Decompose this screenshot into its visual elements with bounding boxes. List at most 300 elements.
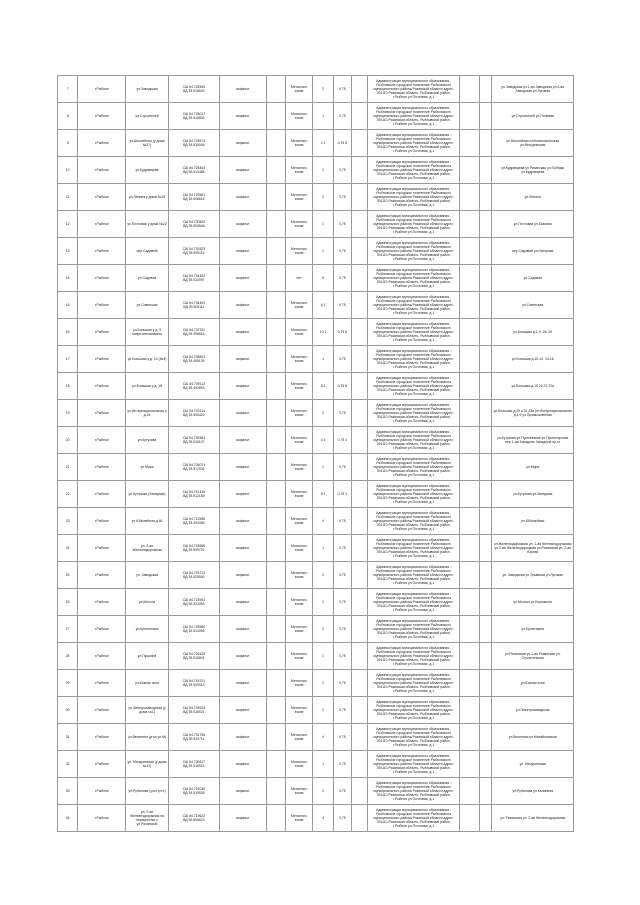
served-addresses-cell: ул.Кутузова ул.Пугачёвская ул.Пролетарская пер.1-ая Западная Западный пр-кт: [492, 427, 574, 454]
blank-cell-c: [459, 238, 479, 265]
city-cell: г.Рыбное: [78, 562, 126, 589]
latitude-value: СШ 54.718596: [182, 544, 206, 548]
latitude-value: СШ 54.730502: [182, 220, 206, 224]
served-addresses-cell: ул.Большая д.18,20,70,72а: [492, 373, 574, 400]
city-cell: г.Рыбное: [78, 697, 126, 724]
row-number: 20: [58, 427, 78, 454]
served-addresses-cell: ул.Почтовая ул.Базовая: [492, 211, 574, 238]
longitude-value: ВД 39.495139: [183, 359, 205, 363]
street-cell: ул.Пушкина: [126, 643, 169, 670]
coordinates-cell: [168, 346, 219, 373]
table-row: [58, 508, 574, 535]
blank-cell-b: [352, 211, 368, 238]
blank-cell-c: [459, 373, 479, 400]
latitude-value: СШ 54.728017: [182, 112, 206, 116]
owner-org-cell: Администрация муниципального образования - Рыбновское городское поселение Рыбновского муниципального района Рязанской области адрес: 391110 Рязанская область, Рыбновский район, г.Рыбное ул.Почтовая, д.1: [368, 643, 460, 670]
blank-cell-a: [266, 508, 285, 535]
table-row: [58, 346, 574, 373]
owner-org-cell: Администрация муниципального образования - Рыбновское городское поселение Рыбновского муниципального района Рязанской области адрес: 391110 Рязанская область, Рыбновский район, г.Рыбное ул.Почтовая, д.1: [368, 103, 460, 130]
blank-cell-a: [266, 697, 285, 724]
row-number: 16: [58, 319, 78, 346]
owner-org-cell: Администрация муниципального образования - Рыбновское городское поселение Рыбновского муниципального района Рязанской области адрес: 391110 Рязанская область, Рыбновский район, г.Рыбное ул.Почтовая, д.1: [368, 184, 460, 211]
served-addresses-cell: ул.Шоссейная пл.Комсомольская ул.Мичуринская: [492, 130, 574, 157]
street-cell: ул.Кутузова: [126, 427, 169, 454]
container-type-cell: нет: [285, 265, 312, 292]
table-row: [58, 103, 574, 130]
city-cell: г.Рыбное: [78, 589, 126, 616]
surface-cell: асфальт: [219, 76, 266, 103]
blank-cell-b: [352, 184, 368, 211]
blank-cell-a: [266, 724, 285, 751]
served-addresses-cell: ул.Весенняя ул.Михайловская: [492, 724, 574, 751]
volume-cell: 0,75: [333, 400, 351, 427]
volume-cell: 0,75 8: [333, 319, 351, 346]
count-cell: 8 1: [313, 373, 333, 400]
row-number: 31: [58, 724, 78, 751]
blank-cell-d: [480, 643, 492, 670]
served-addresses-cell: ул.Юбилейная: [492, 508, 574, 535]
surface-cell: асфальт: [219, 643, 266, 670]
blank-cell-a: [266, 265, 285, 292]
longitude-value: ВД 39.516643: [183, 89, 205, 93]
latitude-value: СШ 54.728469: [182, 85, 206, 89]
blank-cell-b: [352, 643, 368, 670]
surface-cell: асфальт: [219, 535, 266, 562]
longitude-value: ВД 39.509701: [183, 548, 205, 552]
table-row: [58, 589, 574, 616]
latitude-value: СШ 54.738803: [182, 355, 206, 359]
blank-cell-a: [266, 454, 285, 481]
longitude-value: ВД 39.496516: [183, 332, 205, 336]
blank-cell-d: [480, 319, 492, 346]
served-addresses-cell: ул.Южная зона: [492, 670, 574, 697]
coordinates-cell: [168, 130, 219, 157]
blank-cell-d: [480, 292, 492, 319]
volume-cell: 0,75: [333, 238, 351, 265]
owner-org-cell: Администрация муниципального образования - Рыбновское городское поселение Рыбновского муниципального района Рязанской области адрес: 391110 Рязанская область, Рыбновский район, г.Рыбное ул.Почтовая, д.1: [368, 292, 460, 319]
blank-cell-d: [480, 481, 492, 508]
surface-cell: асфальт: [219, 670, 266, 697]
street-cell: ул.Большая у д. 9 напротив магазина: [126, 319, 169, 346]
count-cell: 2: [313, 589, 333, 616]
city-cell: г.Рыбное: [78, 76, 126, 103]
blank-cell-a: [266, 427, 285, 454]
blank-cell-b: [352, 346, 368, 373]
volume-cell: 0,75: [333, 508, 351, 535]
blank-cell-a: [266, 778, 285, 805]
coordinates-cell: [168, 508, 219, 535]
blank-cell-d: [480, 670, 492, 697]
street-cell: ул.Интернациональная у д.24: [126, 400, 169, 427]
count-cell: 10 1: [313, 319, 333, 346]
surface-cell: асфальт: [219, 265, 266, 292]
served-addresses-cell: пер.Садовый ул.Нагорная: [492, 238, 574, 265]
row-number: 27: [58, 616, 78, 643]
latitude-value: СШ 54.737911: [182, 328, 205, 332]
city-cell: г.Рыбное: [78, 265, 126, 292]
owner-org-cell: Администрация муниципального образования - Рыбновское городское поселение Рыбновского муниципального района Рязанской области адрес: 391110 Рязанская область, Рыбновский район, г.Рыбное ул.Почтовая, д.1: [368, 373, 460, 400]
latitude-value: СШ 54.719622: [182, 814, 206, 818]
row-number: 7: [58, 76, 78, 103]
coordinates-cell: [168, 454, 219, 481]
street-cell: ул.Большая у д. 14 (№4): [126, 346, 169, 373]
blank-cell-b: [352, 76, 368, 103]
count-cell: 1: [313, 238, 333, 265]
coordinates-cell: [168, 292, 219, 319]
blank-cell-c: [459, 643, 479, 670]
blank-cell-d: [480, 373, 492, 400]
street-cell: ул.Садовая: [126, 265, 169, 292]
blank-cell-d: [480, 535, 492, 562]
count-cell: 5: [313, 265, 333, 292]
served-addresses-cell: ул.Строителей ул.Полевая: [492, 103, 574, 130]
row-number: 24: [58, 535, 78, 562]
table-row: [58, 319, 574, 346]
table-row: [58, 643, 574, 670]
volume-cell: 0,75: [333, 697, 351, 724]
row-number: 32: [58, 751, 78, 778]
owner-org-cell: Администрация муниципального образования - Рыбновское городское поселение Рыбновского муниципального района Рязанской области адрес: 391110 Рязанская область, Рыбновский район, г.Рыбное ул.Почтовая, д.1: [368, 805, 460, 832]
container-type-cell: Металлич. еские: [285, 319, 312, 346]
longitude-value: ВД 39.519046: [183, 143, 205, 147]
coordinates-cell: [168, 400, 219, 427]
count-cell: 4: [313, 724, 333, 751]
row-number: 22: [58, 481, 78, 508]
container-type-cell: Металлич. еские: [285, 238, 312, 265]
count-cell: 2: [313, 157, 333, 184]
blank-cell-c: [459, 805, 479, 832]
coordinates-cell: [168, 76, 219, 103]
city-cell: г.Рыбное: [78, 292, 126, 319]
longitude-value: ВД 39.512189: [183, 494, 205, 498]
street-cell: ул.Кудрявцева: [126, 157, 169, 184]
street-cell: ул.Большая у д. 18: [126, 373, 169, 400]
surface-cell: асфальт: [219, 454, 266, 481]
served-addresses-cell: ул. Мичуринская: [492, 751, 574, 778]
row-number: 19: [58, 400, 78, 427]
row-number: 29: [58, 670, 78, 697]
surface-cell: асфальт: [219, 589, 266, 616]
latitude-value: СШ 54.732823: [182, 247, 206, 251]
surface-cell: асфальт: [219, 751, 266, 778]
table-row: [58, 265, 574, 292]
street-cell: ул.Кропоткина: [126, 616, 169, 643]
volume-cell: 0,75: [333, 292, 351, 319]
served-addresses-cell: ул.Рубинова ул.Калинина: [492, 778, 574, 805]
volume-cell: 0,75 8: [333, 130, 351, 157]
latitude-value: СШ 54.728574: [182, 139, 206, 143]
street-cell: ул.Мира: [126, 454, 169, 481]
owner-org-cell: Администрация муниципального образования - Рыбновское городское поселение Рыбновского муниципального района Рязанской области адрес: 391110 Рязанская область, Рыбновский район, г.Рыбное ул.Почтовая, д.1: [368, 427, 460, 454]
street-cell: ул.Рубинова (угол ул.К): [126, 778, 169, 805]
blank-cell-c: [459, 265, 479, 292]
city-cell: г.Рыбное: [78, 670, 126, 697]
blank-cell-a: [266, 211, 285, 238]
table-row: [58, 400, 574, 427]
city-cell: г.Рыбное: [78, 508, 126, 535]
blank-cell-b: [352, 238, 368, 265]
blank-cell-a: [266, 238, 285, 265]
container-type-cell: Металлич. еские: [285, 670, 312, 697]
blank-cell-c: [459, 616, 479, 643]
surface-cell: асфальт: [219, 400, 266, 427]
blank-cell-d: [480, 778, 492, 805]
longitude-value: ВД 39.517932: [183, 467, 205, 471]
row-number: 25: [58, 562, 78, 589]
blank-cell-a: [266, 643, 285, 670]
blank-cell-d: [480, 751, 492, 778]
count-cell: 1: [313, 103, 333, 130]
container-type-cell: Металлич. еские: [285, 778, 312, 805]
table-row: [58, 211, 574, 238]
blank-cell-d: [480, 130, 492, 157]
blank-cell-b: [352, 319, 368, 346]
blank-cell-d: [480, 238, 492, 265]
count-cell: 1: [313, 535, 333, 562]
latitude-value: СШ 54.731756: [182, 733, 206, 737]
blank-cell-a: [266, 319, 285, 346]
latitude-value: СШ 54.733934: [182, 706, 206, 710]
table-row: [58, 562, 574, 589]
served-addresses-cell: ул.Мира: [492, 454, 574, 481]
latitude-value: СШ 54.739112: [182, 382, 205, 386]
blank-cell-c: [459, 508, 479, 535]
container-type-cell: Металлич. еские: [285, 76, 312, 103]
blank-cell-a: [266, 130, 285, 157]
blank-cell-a: [266, 157, 285, 184]
blank-cell-c: [459, 778, 479, 805]
latitude-value: СШ 54.726425: [182, 652, 206, 656]
count-cell: 2 1: [313, 130, 333, 157]
blank-cell-b: [352, 697, 368, 724]
blank-cell-c: [459, 292, 479, 319]
owner-org-cell: Администрация муниципального образования - Рыбновское городское поселение Рыбновского муниципального района Рязанской области адрес: 391110 Рязанская область, Рыбновский район, г.Рыбное ул.Почтовая, д.1: [368, 589, 460, 616]
surface-cell: асфальт: [219, 427, 266, 454]
served-addresses-cell: ул.Ленина: [492, 184, 574, 211]
table-row: [58, 238, 574, 265]
longitude-value: ВД 39.492893: [183, 386, 205, 390]
count-cell: 1: [313, 751, 333, 778]
table-row: [58, 427, 574, 454]
blank-cell-c: [459, 211, 479, 238]
served-addresses-cell: ул. Заводская ул.Травяная ул.Луговая: [492, 562, 574, 589]
city-cell: г.Рыбное: [78, 751, 126, 778]
street-cell: ул. 2-ая Железнодорожная на перекрестке с ул.Рязанской: [126, 805, 169, 832]
latitude-value: СШ 54.739384: [182, 436, 206, 440]
table-row: [58, 481, 574, 508]
street-cell: ул.Советская: [126, 292, 169, 319]
owner-org-cell: Администрация муниципального образования - Рыбновское городское поселение Рыбновского муниципального района Рязанской области адрес: 391110 Рязанская область, Рыбновский район, г.Рыбное ул.Почтовая, д.1: [368, 562, 460, 589]
blank-cell-a: [266, 76, 285, 103]
street-cell: ул.Шоссейная (у дома №27): [126, 130, 169, 157]
blank-cell-d: [480, 103, 492, 130]
city-cell: г.Рыбное: [78, 400, 126, 427]
count-cell: 6 1: [313, 292, 333, 319]
street-cell: ул.Южная зона: [126, 670, 169, 697]
blank-cell-a: [266, 589, 285, 616]
surface-cell: асфальт: [219, 778, 266, 805]
blank-cell-b: [352, 778, 368, 805]
container-type-cell: Металлич. еские: [285, 724, 312, 751]
count-cell: 8 1: [313, 481, 333, 508]
blank-cell-d: [480, 724, 492, 751]
served-addresses-cell: ул.Кропоткина: [492, 616, 574, 643]
owner-org-cell: Администрация муниципального образования - Рыбновское городское поселение Рыбновского муниципального района Рязанской области адрес: 391110 Рязанская область, Рыбновский район, г.Рыбное ул.Почтовая, д.1: [368, 238, 460, 265]
blank-cell-b: [352, 373, 368, 400]
blank-cell-b: [352, 400, 368, 427]
blank-cell-b: [352, 508, 368, 535]
container-type-cell: Металлич. еские: [285, 805, 312, 832]
table-row: [58, 373, 574, 400]
blank-cell-d: [480, 616, 492, 643]
blank-cell-a: [266, 562, 285, 589]
blank-cell-c: [459, 76, 479, 103]
blank-cell-d: [480, 346, 492, 373]
container-type-cell: Металлич. еские: [285, 211, 312, 238]
container-type-cell: Металлич. еские: [285, 103, 312, 130]
blank-cell-c: [459, 319, 479, 346]
row-number: 10: [58, 157, 78, 184]
volume-cell: 0,75: [333, 211, 351, 238]
volume-cell: 0,75: [333, 589, 351, 616]
city-cell: г.Рыбное: [78, 103, 126, 130]
served-addresses-cell: ул.Большая д.1-9, 2а, 2б: [492, 319, 574, 346]
count-cell: 2: [313, 778, 333, 805]
container-type-cell: Металлич. еские: [285, 508, 312, 535]
blank-cell-b: [352, 535, 368, 562]
blank-cell-c: [459, 670, 479, 697]
blank-cell-b: [352, 805, 368, 832]
city-cell: г.Рыбное: [78, 157, 126, 184]
owner-org-cell: Администрация муниципального образования - Рыбновское городское поселение Рыбновского муниципального района Рязанской области адрес: 391110 Рязанская область, Рыбновский район, г.Рыбное ул.Почтовая, д.1: [368, 670, 460, 697]
blank-cell-a: [266, 616, 285, 643]
latitude-value: СШ 54.718701: [182, 679, 206, 683]
blank-cell-a: [266, 535, 285, 562]
longitude-value: ВД 39.509546: [183, 224, 205, 228]
container-type-cell: Металлич. еские: [285, 427, 312, 454]
city-cell: г.Рыбное: [78, 373, 126, 400]
latitude-value: СШ 54.728463: [182, 166, 206, 170]
surface-cell: асфальт: [219, 697, 266, 724]
volume-cell: 0,75 8: [333, 373, 351, 400]
count-cell: 2: [313, 76, 333, 103]
table-row: [58, 157, 574, 184]
row-number: 28: [58, 643, 78, 670]
container-type-cell: Металлич. еские: [285, 616, 312, 643]
coordinates-cell: [168, 778, 219, 805]
street-cell: ул.Почтовая у дома №22: [126, 211, 169, 238]
blank-cell-a: [266, 751, 285, 778]
count-cell: 4 1: [313, 427, 333, 454]
owner-org-cell: Администрация муниципального образования - Рыбновское городское поселение Рыбновского муниципального района Рязанской области адрес: 391110 Рязанская область, Рыбновский район, г.Рыбное ул.Почтовая, д.1: [368, 211, 460, 238]
container-type-cell: Металлич. еские: [285, 535, 312, 562]
owner-org-cell: Администрация муниципального образования - Рыбновское городское поселение Рыбновского муниципального района Рязанской области адрес: 391110 Рязанская область, Рыбновский район, г.Рыбное ул.Почтовая, д.1: [368, 265, 460, 292]
city-cell: г.Рыбное: [78, 643, 126, 670]
latitude-value: СШ 54.713558: [182, 517, 206, 521]
coordinates-cell: [168, 616, 219, 643]
surface-cell: асфальт: [219, 562, 266, 589]
served-addresses-cell: ул.Советская: [492, 292, 574, 319]
blank-cell-b: [352, 481, 368, 508]
city-cell: г.Рыбное: [78, 481, 126, 508]
row-number: 15: [58, 292, 78, 319]
row-number: 21: [58, 454, 78, 481]
table-row: [58, 292, 574, 319]
count-cell: 2: [313, 670, 333, 697]
blank-cell-c: [459, 103, 479, 130]
count-cell: 1: [313, 643, 333, 670]
volume-cell: 0,75: [333, 724, 351, 751]
blank-cell-d: [480, 562, 492, 589]
blank-cell-a: [266, 184, 285, 211]
longitude-value: ВД 39.518021: [183, 710, 205, 714]
count-cell: 2: [313, 697, 333, 724]
surface-cell: асфальт: [219, 238, 266, 265]
blank-cell-b: [352, 103, 368, 130]
city-cell: г.Рыбное: [78, 184, 126, 211]
coordinates-cell: [168, 805, 219, 832]
latitude-value: СШ 54.728960: [182, 625, 206, 629]
latitude-value: СШ 54.734463: [182, 301, 206, 305]
latitude-value: СШ 54.725712: [182, 571, 206, 575]
longitude-value: ВД 39.506623: [183, 818, 205, 822]
coordinates-cell: [168, 562, 219, 589]
owner-org-cell: Администрация муниципального образования - Рыбновское городское поселение Рыбновского муниципального района Рязанской области адрес: 391110 Рязанская область, Рыбновский район, г.Рыбное ул.Почтовая, д.1: [368, 778, 460, 805]
container-type-cell: Металлич. еские: [285, 481, 312, 508]
longitude-value: ВД 39.516921: [183, 764, 205, 768]
longitude-value: ВД 39.505111: [183, 305, 205, 309]
blank-cell-d: [480, 697, 492, 724]
owner-org-cell: Администрация муниципального образования - Рыбновское городское поселение Рыбновского муниципального района Рязанской области адрес: 391110 Рязанская область, Рыбновский район, г.Рыбное ул.Почтовая, д.1: [368, 535, 460, 562]
blank-cell-d: [480, 265, 492, 292]
volume-cell: 0,75: [333, 616, 351, 643]
blank-cell-b: [352, 130, 368, 157]
blank-cell-c: [459, 346, 479, 373]
latitude-value: СШ 54.726074: [182, 463, 206, 467]
table-row: [58, 454, 574, 481]
container-type-cell: Металлич. еские: [285, 751, 312, 778]
street-cell: ул.Весенняя (угол ул.М): [126, 724, 169, 751]
row-number: 30: [58, 697, 78, 724]
count-cell: 2: [313, 184, 333, 211]
volume-cell: 0,75 1: [333, 427, 351, 454]
container-type-cell: Металлич. еские: [285, 643, 312, 670]
volume-cell: 0,75: [333, 103, 351, 130]
row-number: 11: [58, 184, 78, 211]
served-addresses-cell: ул.Заводская ул.1-ая Заводская ул.2-ая Заводская ул.Луговая: [492, 76, 574, 103]
owner-org-cell: Администрация муниципального образования - Рыбновское городское поселение Рыбновского муниципального района Рязанской области адрес: 391110 Рязанская область, Рыбновский район, г.Рыбное ул.Почтовая, д.1: [368, 724, 460, 751]
volume-cell: 0,75: [333, 454, 351, 481]
served-addresses-cell: ул.Кудрявцева ул.Рязанская ул.Победы ул.Кудрявцева: [492, 157, 574, 184]
served-addresses-cell: ул.Садовая: [492, 265, 574, 292]
container-type-cell: Металлич. еские: [285, 562, 312, 589]
surface-cell: асфальт: [219, 805, 266, 832]
longitude-value: ВД 39.509115: [183, 251, 205, 255]
volume-cell: 0,75: [333, 643, 351, 670]
row-number: 34: [58, 805, 78, 832]
blank-cell-a: [266, 481, 285, 508]
longitude-value: ВД 39.508614: [183, 197, 205, 201]
blank-cell-d: [480, 400, 492, 427]
row-number: 23: [58, 508, 78, 535]
city-cell: г.Рыбное: [78, 805, 126, 832]
coordinates-cell: [168, 265, 219, 292]
table-row: [58, 76, 574, 103]
city-cell: г.Рыбное: [78, 130, 126, 157]
container-type-cell: Металлич. еские: [285, 697, 312, 724]
count-cell: 2: [313, 616, 333, 643]
blank-cell-a: [266, 346, 285, 373]
